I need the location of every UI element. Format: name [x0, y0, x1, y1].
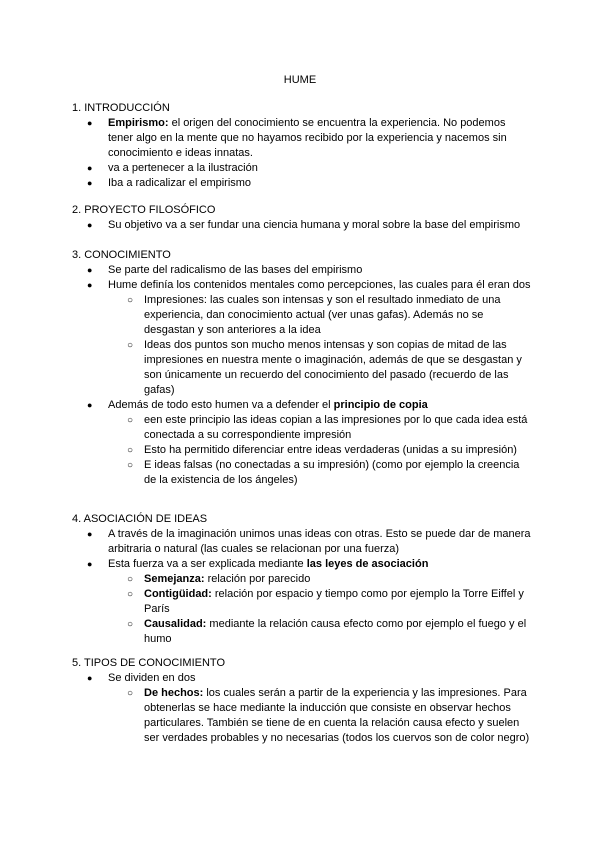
bullet-icon: ●: [87, 265, 93, 275]
list-item-text: mediante la relación causa efecto como por ejemplo el fuego y el humo: [144, 618, 527, 645]
term-bold: Semejanza:: [144, 573, 205, 585]
list-item-text: Esto ha permitido diferenciar entre ideas verdaderas (unidas a su impresión): [144, 444, 517, 456]
sub-list-item: [72, 572, 532, 587]
sub-list-item: [72, 617, 532, 647]
list-item: [72, 278, 532, 293]
bullet-icon: ●: [87, 118, 93, 128]
section-heading: 3. CONOCIMIENTO: [72, 249, 171, 261]
list-item-text: relación por parecido: [204, 573, 311, 585]
bullet-icon: ●: [87, 400, 93, 410]
list-item: [72, 218, 532, 233]
list-item: [72, 527, 532, 557]
bullet-list: [72, 671, 532, 746]
bullet-icon: ●: [87, 559, 93, 569]
term-bold: las leyes de asociación: [306, 558, 429, 570]
bullet-list: [72, 527, 532, 647]
list-item-text: Su objetivo va a ser fundar una ciencia humana y moral sobre la base del empirismo: [108, 219, 521, 231]
term-bold: Empirismo:: [108, 117, 169, 129]
sub-list-item: [72, 458, 532, 488]
sub-list-item: [72, 338, 532, 398]
circle-bullet-icon: ○: [127, 340, 134, 351]
circle-bullet-icon: ○: [127, 415, 134, 426]
list-item-text: Iba a radicalizar el empirismo: [108, 177, 252, 189]
list-item-text: Esta fuerza va a ser explicada mediante: [108, 558, 307, 570]
term-bold: principio de copia: [333, 399, 428, 411]
sub-list-item: [72, 293, 532, 338]
list-item-text: Ideas dos puntos son mucho menos intensas y son copias de mitad de las impresiones en nuestra mente o imaginación, además de que se desgastan y son únicamente un recuerdo del conocimiento del pasado (recuerdo de las gafas): [144, 339, 522, 396]
list-item-text: los cuales serán a partir de la experiencia y las impresiones. Para obtenerlas se hace mediante la inducción que consiste en observar hechos particulares. También se tiene de en cuenta la relación causa efecto y suelen ser verdades probables y no necesarias (todos los cuervos son de color negro): [144, 687, 530, 744]
section-asociacion-de-ideas: [72, 512, 532, 647]
list-item: [72, 263, 532, 278]
sub-list-item: [72, 587, 532, 617]
bullet-icon: ●: [87, 280, 93, 290]
bullet-list: [72, 263, 532, 488]
list-item-text: Se dividen en dos: [108, 672, 196, 684]
circle-bullet-icon: ○: [127, 445, 134, 456]
list-item: [72, 671, 532, 686]
list-item: [72, 116, 532, 161]
list-item-text: relación por espacio y tiempo como por ejemplo la Torre Eiffel y París: [144, 588, 524, 615]
list-item-text: Se parte del radicalismo de las bases del empirismo: [108, 264, 363, 276]
circle-bullet-icon: ○: [127, 688, 134, 699]
sub-list-item: [72, 686, 532, 746]
circle-bullet-icon: ○: [127, 295, 134, 306]
list-item-text: Hume definía los contenidos mentales como percepciones, las cuales para él eran dos: [108, 279, 531, 291]
list-item: [72, 557, 532, 572]
document-title: HUME: [283, 74, 317, 86]
circle-bullet-icon: ○: [127, 460, 134, 471]
section-heading: 2. PROYECTO FILOSÓFICO: [72, 204, 216, 216]
circle-bullet-icon: ○: [127, 589, 134, 600]
bullet-icon: ●: [87, 673, 93, 683]
list-item-text: Impresiones: las cuales son intensas y son el resultado inmediato de una experiencia, dan conocimiento actual (ver unas gafas). Además no se desgastan y son anteriores a la idea: [144, 294, 501, 336]
bullet-icon: ●: [87, 163, 93, 173]
list-item-text: A través de la imaginación unimos unas ideas con otras. Esto se puede dar de manera arbitraria o natural (las cuales se relacionan por una fuerza): [108, 528, 531, 555]
list-item: [72, 161, 532, 176]
section-proyecto-filosofico: [72, 203, 532, 233]
bullet-icon: ●: [87, 178, 93, 188]
section-introduccion: [72, 101, 532, 191]
bullet-icon: ●: [87, 529, 93, 539]
term-bold: Causalidad:: [144, 618, 207, 630]
list-item: [72, 398, 532, 413]
bullet-icon: ●: [87, 220, 93, 230]
section-heading: 5. TIPOS DE CONOCIMIENTO: [72, 657, 226, 669]
section-tipos-de-conocimiento: [72, 656, 532, 746]
list-item-text: va a pertenecer a la ilustración: [108, 162, 258, 174]
list-item-text: Además de todo esto humen va a defender el: [108, 399, 334, 411]
bullet-list: [72, 116, 532, 191]
circle-bullet-icon: ○: [127, 619, 134, 630]
section-conocimiento: [72, 248, 532, 488]
bullet-list: [72, 218, 532, 233]
circle-bullet-icon: ○: [127, 574, 134, 585]
term-bold: De hechos:: [144, 687, 204, 699]
list-item: [72, 176, 532, 191]
sub-list-item: [72, 413, 532, 443]
list-item-text: el origen del conocimiento se encuentra la experiencia. No podemos tener algo en la mente que no hayamos recibido por la experiencia y nacemos sin conocimiento e ideas innatas.: [108, 117, 507, 159]
term-bold: Contigüidad:: [144, 588, 212, 600]
list-item-text: een este principio las ideas copian a las impresiones por lo que cada idea está conectada a su correspondiente impresión: [144, 414, 528, 441]
sub-list-item: [72, 443, 532, 458]
section-heading: 4. ASOCIACIÓN DE IDEAS: [72, 513, 208, 525]
list-item-text: E ideas falsas (no conectadas a su impresión) (como por ejemplo la creencia de la existencia de los ángeles): [144, 459, 520, 486]
section-heading: 1. INTRODUCCIÓN: [72, 102, 170, 114]
